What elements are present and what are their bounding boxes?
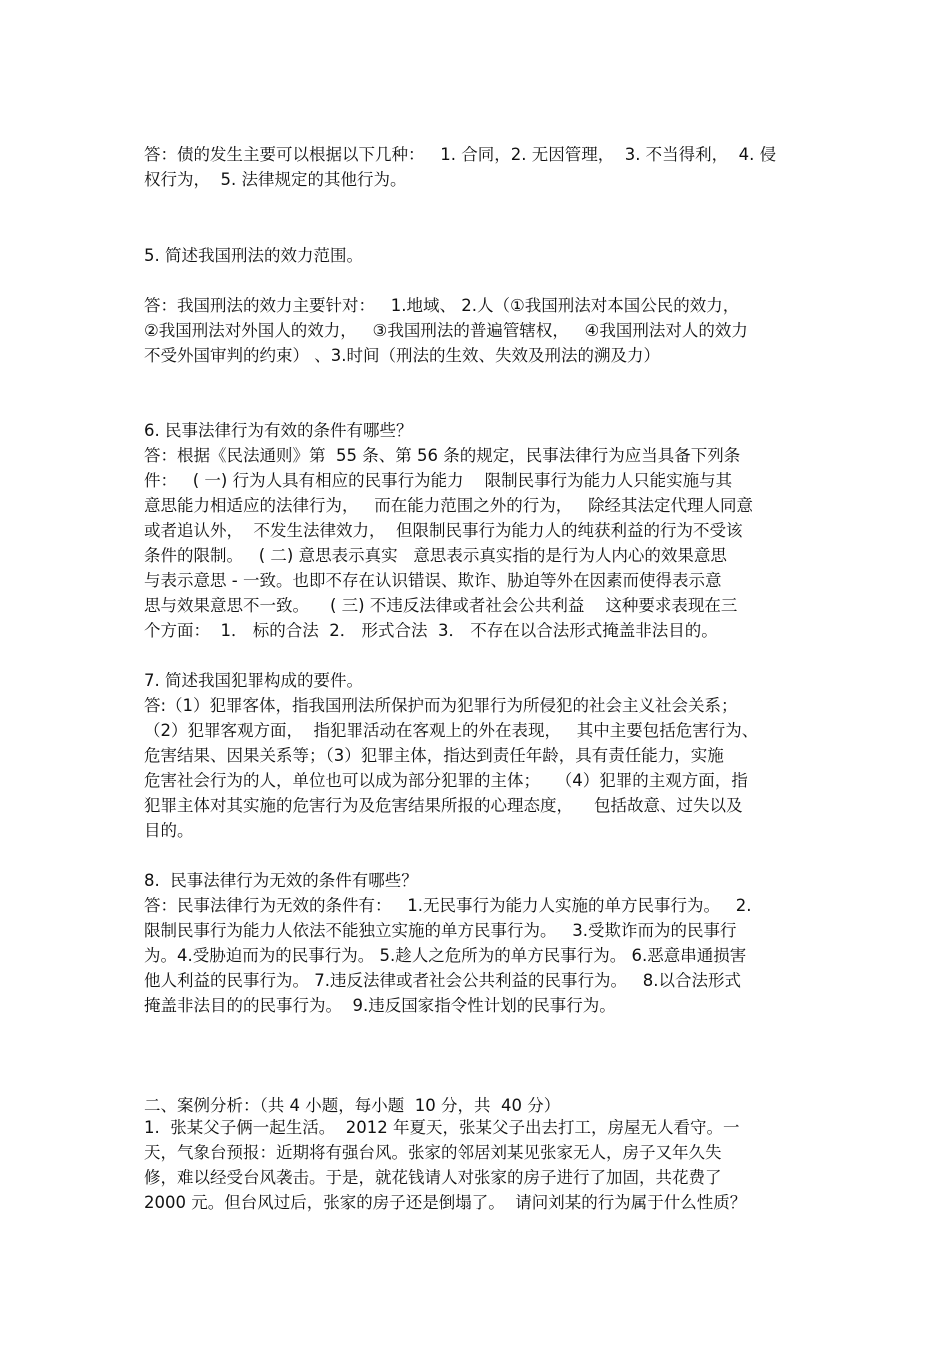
- text-line: 或者追认外， 不发生法律效力， 但限制民事行为能力人的纯获利益的行为不受该: [144, 521, 743, 540]
- text-line: 件： ( 一) 行为人具有相应的民事行为能力 限制民事行为能力人只能实施与其: [144, 471, 733, 490]
- text-line: 危害结果、因果关系等；（3）犯罪主体，指达到责任年龄，具有责任能力，实施: [144, 746, 724, 765]
- question-heading: 6. 民事法律行为有效的条件有哪些？: [144, 421, 413, 440]
- text-line: 不受外国审判的约束） 、3.时间（刑法的生效、失效及刑法的溯及力）: [144, 346, 660, 365]
- text-line: 答：民事法律行为无效的条件有： 1.无民事行为能力人实施的单方民事行为。 2.: [144, 896, 752, 915]
- text-line: 个方面： 1． 标的合法 2． 形式合法 3． 不存在以合法形式掩盖非法目的。: [144, 621, 718, 640]
- text-line: 危害社会行为的人，单位也可以成为部分犯罪的主体； （4）犯罪的主观方面，指: [144, 771, 748, 790]
- question-heading: 8. 民事法律行为无效的条件有哪些？: [144, 871, 418, 890]
- text-line: 与表示意思 - 一致。也即不存在认识错误、欺诈、胁迫等外在因素而使得表示意: [144, 571, 722, 590]
- text-line: 他人利益的民事行为。 7.违反法律或者社会公共利益的民事行为。 8.以合法形式: [144, 971, 741, 990]
- question-heading: 7. 简述我国犯罪构成的要件。: [144, 671, 363, 690]
- text-line: 2000 元。但台风过后，张家的房子还是倒塌了。 请问刘某的行为属于什么性质？: [144, 1193, 747, 1212]
- text-line: 犯罪主体对其实施的危害行为及危害结果所报的心理态度， 包括故意、过失以及: [144, 796, 743, 815]
- text-line: 答:（1）犯罪客体，指我国刑法所保护而为犯罪行为所侵犯的社会主义社会关系；: [144, 696, 738, 715]
- text-line: 掩盖非法目的的民事行为。 9.违反国家指令性计划的民事行为。: [144, 996, 616, 1015]
- text-line: 权行为， 5. 法律规定的其他行为。: [144, 170, 407, 189]
- text-line: 意思能力相适应的法律行为， 而在能力范围之外的行为， 除经其法定代理人同意: [144, 496, 753, 515]
- text-line: 天，气象台预报：近期将有强台风。张家的邻居刘某见张家无人，房子又年久失: [144, 1143, 722, 1162]
- text-line: 修，难以经受台风袭击。于是，就花钱请人对张家的房子进行了加固，共花费了: [144, 1168, 722, 1187]
- text-line: 思与效果意思不一致。 ( 三) 不违反法律或者社会公共利益 这种要求表现在三: [144, 596, 738, 615]
- text-line: 目的。: [144, 821, 194, 840]
- text-line: 答：根据《民法通则》第 55 条、第 56 条的规定，民事法律行为应当具备下列条: [144, 446, 741, 465]
- text-line: 1. 张某父子俩一起生活。 2012 年夏天，张某父子出去打工，房屋无人看守。一: [144, 1118, 740, 1137]
- section-heading: 二、案例分析：（共 4 小题，每小题 10 分，共 40 分）: [144, 1096, 561, 1115]
- text-line: 答：债的发生主要可以根据以下几种： 1. 合同，2. 无因管理， 3. 不当得利， 4. 侵: [144, 145, 777, 164]
- text-line: 为。4.受胁迫而为的民事行为。 5.趁人之危所为的单方民事行为。 6.恶意串通损害: [144, 946, 747, 965]
- text-line: 条件的限制。 ( 二) 意思表示真实 意思表示真实指的是行为人内心的效果意思: [144, 546, 727, 565]
- text-line: （2）犯罪客观方面， 指犯罪活动在客观上的外在表现， 其中主要包括危害行为、: [144, 721, 759, 740]
- text-line: ②我国刑法对外国人的效力， ③我国刑法的普遍管辖权， ④我国刑法对人的效力: [144, 321, 748, 340]
- question-heading: 5. 简述我国刑法的效力范围。: [144, 246, 363, 265]
- text-line: 答：我国刑法的效力主要针对： 1.地域、 2.人（①我国刑法对本国公民的效力，: [144, 296, 740, 315]
- text-line: 限制民事行为能力人依法不能独立实施的单方民事行为。 3.受欺诈而为的民事行: [144, 921, 737, 940]
